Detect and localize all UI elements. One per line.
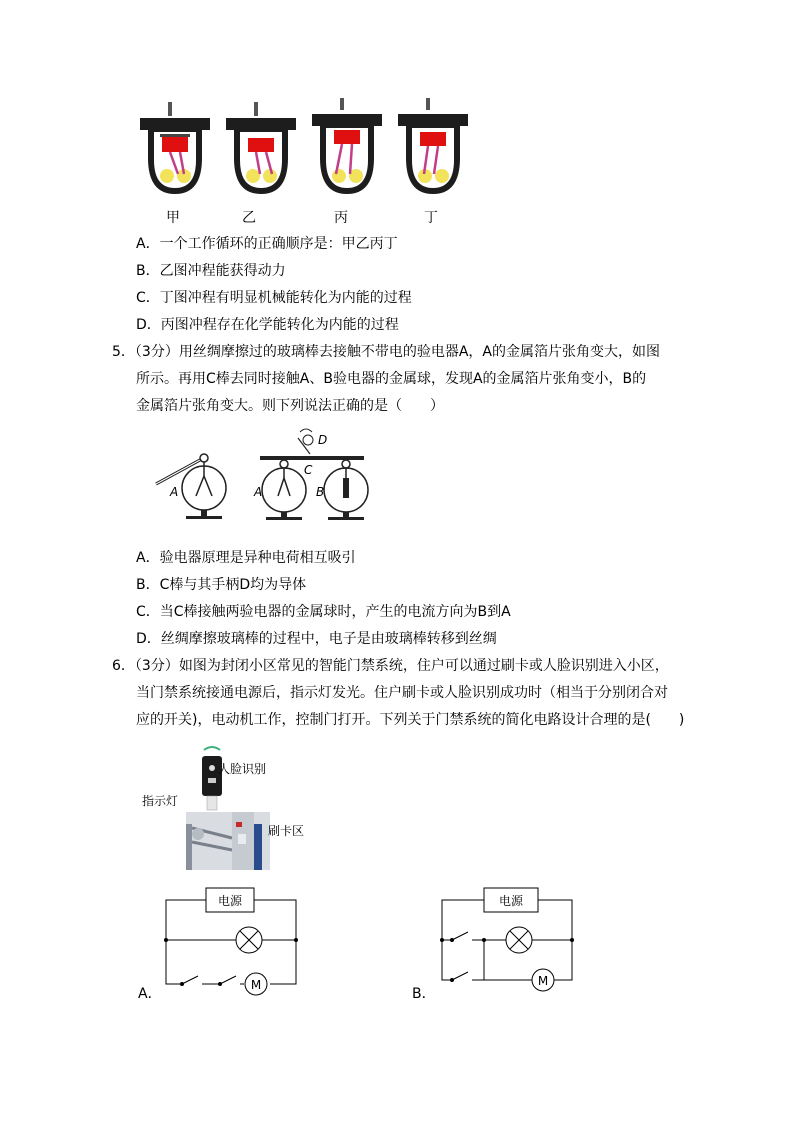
q5-option-b: B．C棒与其手柄D均为导体 [136, 577, 307, 593]
switch-icon-a2 [218, 976, 244, 986]
power-label-b: 电源 [498, 894, 524, 908]
four-stroke-engine-diagram [140, 102, 210, 194]
q4-option-b: B．乙图冲程能获得动力 [136, 263, 286, 279]
card-area-label: 刷卡区 [268, 824, 305, 838]
electroscope-right [324, 460, 368, 520]
switch-icon-b2 [450, 972, 532, 982]
label-a-middle: A [254, 485, 263, 499]
figure-label-yi: 乙 [242, 210, 256, 226]
motor-icon-b [532, 969, 554, 991]
q5-stem-line-3: 金属箔片张角变大。则下列说法正确的是（ ） [136, 398, 444, 414]
q5-stem-line-2: 所示。再用C棒去同时接触A、B验电器的金属球，发现A的金属箔片张角变小，B的 [136, 371, 647, 387]
q6-stem-line-3: 应的开关)，电动机工作，控制门打开。下列关于门禁系统的简化电路设计合理的是( ) [136, 712, 685, 728]
face-recognition-label: 人脸识别 [218, 762, 267, 776]
switch-icon-a1 [180, 976, 218, 986]
circuit-label-b: B． [412, 986, 436, 1002]
electroscope-middle [262, 460, 306, 520]
lamp-icon-b [506, 927, 532, 953]
electroscope-left [156, 454, 226, 519]
switch-icon-b1 [450, 932, 506, 942]
figure-label-ding: 丁 [424, 210, 438, 226]
label-b: B [316, 485, 325, 499]
figure-label-bing: 丙 [334, 210, 348, 226]
q4-option-a: A．一个工作循环的正确顺序是：甲乙丙丁 [136, 236, 398, 252]
circuit-diagram-b [428, 884, 588, 996]
q5-option-a: A．验电器原理是异种电荷相互吸引 [136, 550, 356, 566]
q6-stem-line-2: 当门禁系统接通电源后，指示灯发光。住户刷卡或人脸识别成功时（相当于分别闭合对 [136, 685, 668, 701]
electroscope-figure [140, 426, 400, 526]
engine-figure-ding [388, 96, 478, 201]
label-d: D [318, 433, 328, 447]
lamp-icon-a [236, 927, 262, 953]
circuit-label-a: A． [138, 986, 162, 1002]
q4-option-d: D．丙图冲程存在化学能转化为内能的过程 [136, 317, 399, 333]
power-label-a: 电源 [217, 894, 243, 908]
q5-option-c: C．当C棒接触两验电器的金属球时，产生的电流方向为B到A [136, 604, 511, 620]
c-rod [260, 456, 364, 460]
motor-label-b: M [537, 974, 549, 988]
q5-stem-line-1: 5．（3分）用丝绸摩擦过的玻璃棒去接触不带电的验电器A，A的金属箔片张角变大，如图 [112, 344, 660, 360]
q6-stem-line-1: 6．（3分）如图为封闭小区常见的智能门禁系统，住户可以通过刷卡或人脸识别进入小区， [112, 658, 669, 674]
motor-label-a: M [250, 978, 262, 992]
engine-figure-bing [302, 96, 392, 201]
figure-label-jia: 甲 [166, 210, 180, 226]
label-a-left: A [170, 485, 179, 499]
engine-figure-jia [130, 96, 220, 201]
motor-icon-a [245, 973, 267, 995]
circuit-diagram-a [150, 884, 310, 996]
label-c: C [304, 463, 313, 477]
engine-figure-yi [216, 96, 306, 201]
q4-option-c: C．丁图冲程有明显机械能转化为内能的过程 [136, 290, 412, 306]
q5-option-d: D．丝绸摩擦玻璃棒的过程中，电子是由玻璃棒转移到丝绸 [136, 631, 497, 647]
hand-handle-d [298, 429, 313, 454]
indicator-light-label: 指示灯 [142, 794, 179, 808]
